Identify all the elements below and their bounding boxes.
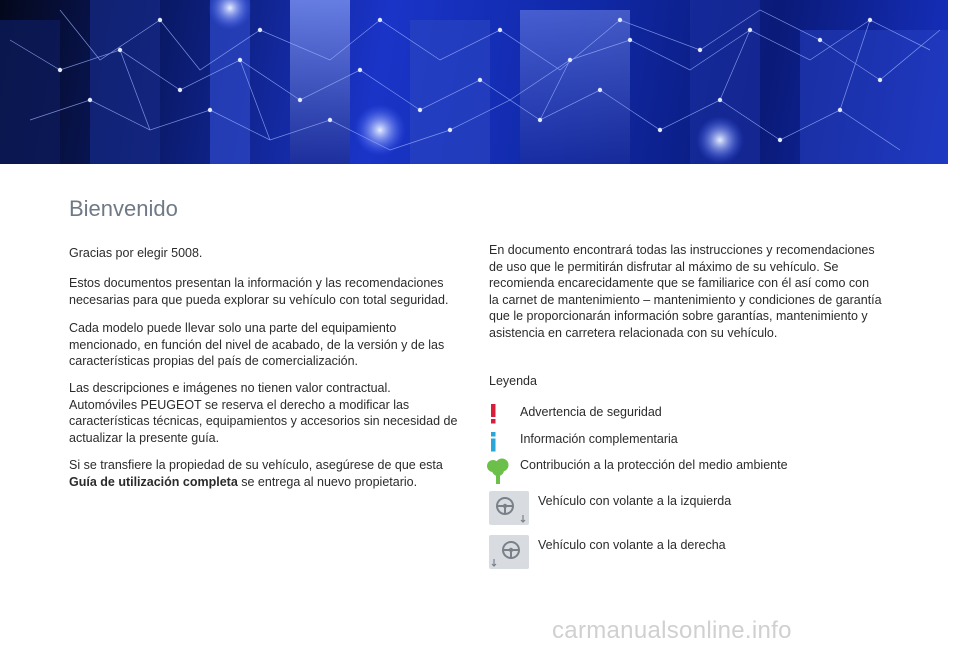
- text-line: la carnet de mantenimiento – mantenimiento y condiciones de garantía: [489, 292, 882, 307]
- city-network-illustration: [0, 0, 948, 164]
- header-banner-image: [0, 0, 948, 164]
- text-line: mencionado, en función del nivel de acabado, de la versión y de las: [69, 337, 445, 352]
- text-line: Cada modelo puede llevar solo una parte del equipamiento: [69, 321, 397, 335]
- legend-title: Leyenda: [489, 374, 537, 388]
- text-line: características propias del país de comercialización.: [69, 354, 359, 368]
- legend-item-right-drive: Vehículo con volante a la derecha: [538, 538, 726, 552]
- documents-paragraph: [69, 275, 448, 308]
- legend-item-warning: Advertencia de seguridad: [520, 405, 662, 419]
- contractual-paragraph: [69, 380, 457, 446]
- text-line: se entrega al nuevo propietario.: [237, 474, 418, 489]
- text-line: de uso que le permitirán disfrutar al máximo de su vehículo. Se: [489, 259, 839, 274]
- intro-paragraph: [69, 245, 202, 262]
- text-line: Si se transfiere la propiedad de su vehículo, asegúrese de que esta: [69, 458, 443, 472]
- watermark: carmanualsonline.info: [552, 617, 792, 644]
- text-line: actualizar la presente guía.: [69, 430, 220, 445]
- info-icon: [487, 432, 499, 452]
- intro-text: Gracias por elegir 5008.: [69, 246, 203, 260]
- guide-name: Guía de utilización completa: [69, 474, 238, 489]
- text-line: características técnicas, equipamientos y accesorios sin necesidad de: [69, 414, 458, 428]
- text-line: asistencia en carretera relacionada con su vehículo.: [489, 325, 778, 340]
- transfer-paragraph: [69, 457, 443, 490]
- warning-icon: [487, 404, 499, 424]
- page-title: Bienvenido: [69, 196, 178, 221]
- equipment-paragraph: [69, 320, 444, 370]
- legend-item-info: Información complementaria: [520, 432, 678, 446]
- text-line: necesarias para que pueda explorar su vehículo con total seguridad.: [69, 292, 449, 307]
- right-hand-drive-icon: [489, 535, 529, 569]
- instructions-paragraph: [489, 242, 882, 341]
- text-line: que le proporcionarán información sobre garantías, mantenimiento y: [489, 309, 868, 323]
- text-line: En documento encontrará todas las instrucciones y recomendaciones: [489, 243, 875, 257]
- legend-item-left-drive: Vehículo con volante a la izquierda: [538, 494, 732, 508]
- left-hand-drive-icon: [489, 491, 529, 525]
- tree-icon: [486, 458, 510, 484]
- text-line: recomienda encarecidamente que se familiarice con él así como con: [489, 276, 870, 290]
- text-line: Las descripciones e imágenes no tienen valor contractual.: [69, 381, 391, 395]
- legend-item-environment: Contribución a la protección del medio ambiente: [520, 458, 788, 472]
- text-line: Estos documentos presentan la información y las recomendaciones: [69, 276, 444, 290]
- text-line: Automóviles PEUGEOT se reserva el derecho a modificar las: [69, 397, 410, 412]
